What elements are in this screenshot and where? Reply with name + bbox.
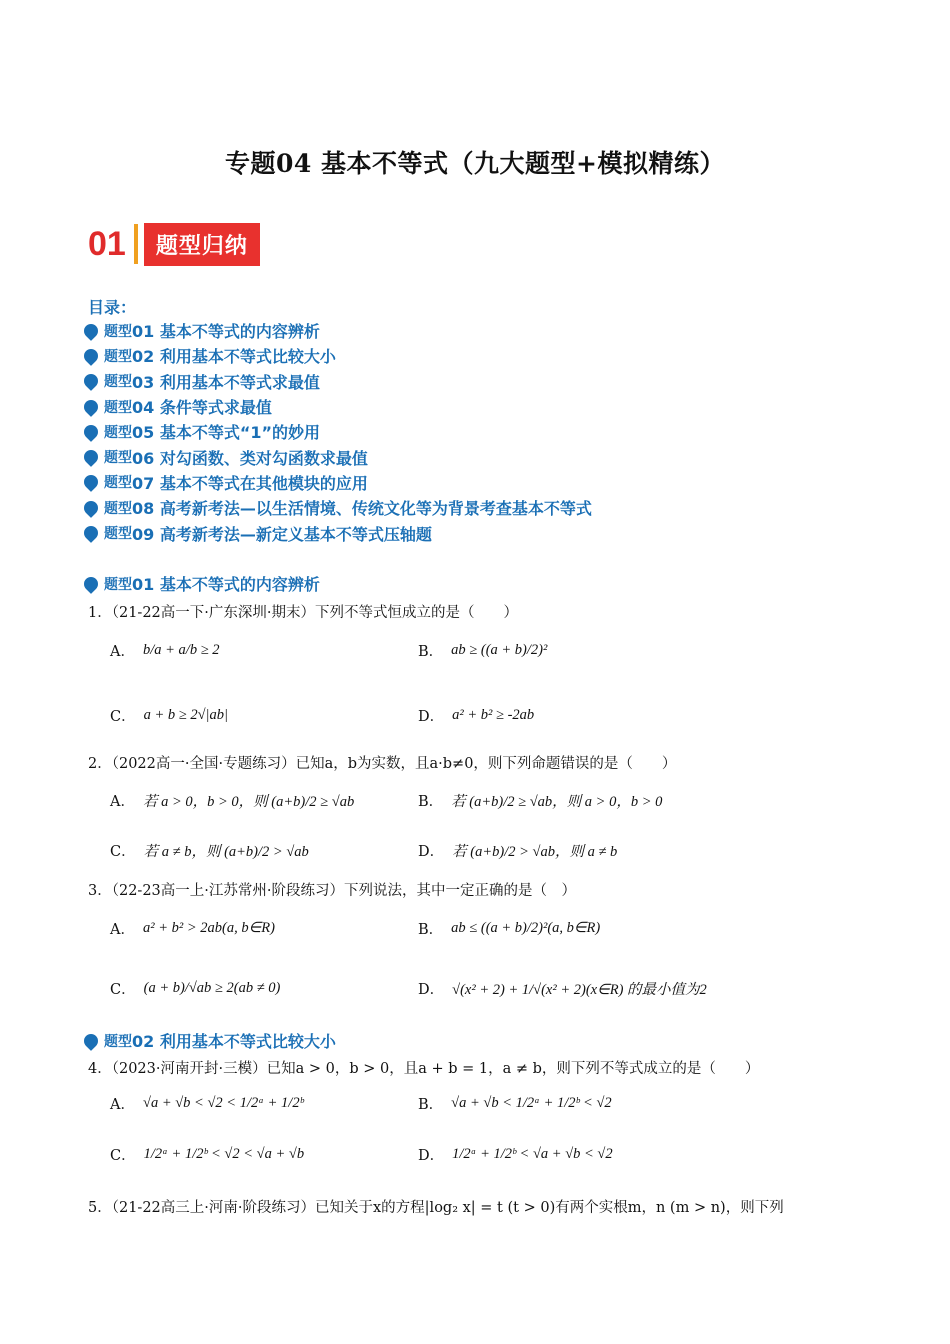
toc-tag: 题型 bbox=[104, 450, 132, 467]
toc-text: 05 基本不等式“1”的妙用 bbox=[132, 423, 321, 443]
option[interactable] bbox=[418, 640, 547, 661]
pin-icon bbox=[81, 371, 101, 391]
option-label: C． bbox=[110, 844, 136, 860]
question-stem: 5．（21-22高三上·河南·阶段练习）已知关于x的方程|log₂ x| = t (t > 0)有两个实根m，n (m > n)，则下列 bbox=[88, 1200, 784, 1216]
option-label: D． bbox=[418, 709, 445, 725]
toc-tag: 题型 bbox=[104, 475, 132, 492]
toc-item[interactable] bbox=[84, 470, 592, 495]
option-label: A． bbox=[110, 644, 135, 660]
question-stem: 3．（22-23高一上·江苏常州·阶段练习）下列说法，其中一定正确的是（ ） bbox=[88, 883, 576, 899]
toc-text: 03 利用基本不等式求最值 bbox=[132, 372, 320, 392]
pin-icon bbox=[81, 574, 101, 594]
pin-icon bbox=[81, 498, 101, 518]
option-expr: 若 (a+b)/2 ≥ √ab，则 a > 0，b > 0 bbox=[451, 794, 663, 810]
option-expr: 若 (a+b)/2 > √ab，则 a ≠ b bbox=[452, 844, 618, 860]
option-label: C． bbox=[110, 709, 136, 725]
option-label: D． bbox=[418, 1148, 445, 1164]
toc-tag: 题型 bbox=[104, 323, 132, 340]
toc-tag: 题型 bbox=[104, 500, 132, 517]
option-label: C． bbox=[110, 1148, 136, 1164]
toc-heading: 目录： bbox=[88, 298, 137, 317]
banner-number: 01 bbox=[88, 224, 126, 263]
section-text: 02 利用基本不等式比较大小 bbox=[132, 1032, 336, 1052]
option[interactable] bbox=[110, 840, 309, 861]
page-title: 专题04 基本不等式（九大题型+模拟精练） bbox=[225, 149, 725, 178]
toc-text: 06 对勾函数、类对勾函数求最值 bbox=[132, 448, 368, 468]
option[interactable] bbox=[110, 705, 228, 726]
toc-text: 08 高考新考法—以生活情境、传统文化等为背景考查基本不等式 bbox=[132, 499, 592, 519]
banner-divider bbox=[134, 224, 138, 264]
option-label: B． bbox=[418, 1097, 444, 1113]
option-expr: 1/2ᵃ + 1/2ᵇ < √2 < √a + √b bbox=[143, 1146, 305, 1162]
option[interactable] bbox=[418, 978, 707, 999]
toc-item[interactable] bbox=[84, 369, 592, 394]
pin-icon bbox=[81, 473, 101, 493]
option-label: A． bbox=[110, 794, 135, 810]
option[interactable] bbox=[418, 1144, 613, 1165]
option[interactable] bbox=[418, 840, 617, 861]
toc-item[interactable] bbox=[84, 419, 592, 444]
toc-item[interactable] bbox=[84, 318, 592, 343]
option-label: B． bbox=[418, 644, 444, 660]
option-expr: 若 a ≠ b，则 (a+b)/2 > √ab bbox=[143, 844, 309, 860]
option-expr: b/a + a/b ≥ 2 bbox=[142, 642, 220, 658]
table-of-contents bbox=[84, 318, 592, 546]
toc-tag: 题型 bbox=[104, 424, 132, 441]
option-label: D． bbox=[418, 982, 445, 998]
toc-item[interactable] bbox=[84, 394, 592, 419]
option-expr: ab ≤ ((a + b)/2)²(a, b∈R) bbox=[451, 920, 601, 936]
option-expr: ab ≥ ((a + b)/2)² bbox=[451, 642, 548, 658]
toc-text: 04 条件等式求最值 bbox=[132, 398, 272, 418]
option[interactable] bbox=[418, 918, 600, 939]
section-text: 01 基本不等式的内容辨析 bbox=[132, 575, 320, 595]
pin-icon bbox=[81, 346, 101, 366]
toc-tag: 题型 bbox=[104, 348, 132, 365]
pin-icon bbox=[81, 447, 101, 467]
question-stem: 1．（21-22高一下·广东深圳·期末）下列不等式恒成立的是（ ） bbox=[88, 605, 518, 621]
section-tag: 题型 bbox=[104, 1033, 132, 1050]
section-heading bbox=[84, 571, 320, 596]
toc-text: 01 基本不等式的内容辨析 bbox=[132, 322, 320, 342]
option-expr: √a + √b < √2 < 1/2ᵃ + 1/2ᵇ bbox=[142, 1095, 304, 1111]
option[interactable] bbox=[418, 790, 662, 811]
option[interactable] bbox=[110, 1093, 303, 1114]
toc-tag: 题型 bbox=[104, 374, 132, 391]
pin-icon bbox=[81, 523, 101, 543]
pin-icon bbox=[81, 1031, 101, 1051]
option-expr: a² + b² ≥ -2ab bbox=[452, 707, 535, 723]
section-tag: 题型 bbox=[104, 576, 132, 593]
option[interactable] bbox=[110, 640, 220, 661]
option[interactable] bbox=[418, 1093, 612, 1114]
pin-icon bbox=[81, 321, 101, 341]
toc-tag: 题型 bbox=[104, 399, 132, 416]
toc-text: 02 利用基本不等式比较大小 bbox=[132, 347, 336, 367]
option-label: C． bbox=[110, 982, 136, 998]
toc-item[interactable] bbox=[84, 495, 592, 520]
question-stem: 2．（2022高一·全国·专题练习）已知a，b为实数，且a·b≠0，则下列命题错误的是（ ） bbox=[88, 756, 677, 772]
option-label: B． bbox=[418, 922, 444, 938]
option[interactable] bbox=[418, 705, 534, 726]
option-expr: √(x² + 2) + 1/√(x² + 2)(x∈R) 的最小值为2 bbox=[452, 982, 707, 998]
option[interactable] bbox=[110, 918, 275, 939]
option-expr: a² + b² > 2ab(a, b∈R) bbox=[142, 920, 275, 936]
option-expr: 若 a > 0，b > 0，则 (a+b)/2 ≥ √ab bbox=[142, 794, 355, 810]
option[interactable] bbox=[110, 978, 280, 999]
toc-text: 09 高考新考法—新定义基本不等式压轴题 bbox=[132, 524, 432, 544]
question-stem: 4．（2023·河南开封·三模）已知a > 0，b > 0，且a + b = 1，a ≠ b，则下列不等式成立的是（ ） bbox=[88, 1061, 760, 1077]
toc-item[interactable] bbox=[84, 520, 592, 545]
option-label: B． bbox=[418, 794, 444, 810]
toc-item[interactable] bbox=[84, 343, 592, 368]
option-expr: a + b ≥ 2√|ab| bbox=[143, 707, 229, 723]
section-banner bbox=[88, 222, 260, 266]
toc-text: 07 基本不等式在其他模块的应用 bbox=[132, 473, 368, 493]
option-expr: (a + b)/√ab ≥ 2(ab ≠ 0) bbox=[143, 980, 281, 996]
option-expr: √a + √b < 1/2ᵃ + 1/2ᵇ < √2 bbox=[451, 1095, 612, 1111]
toc-item[interactable] bbox=[84, 444, 592, 469]
option-label: A． bbox=[110, 1097, 135, 1113]
option-label: A． bbox=[110, 922, 135, 938]
toc-tag: 题型 bbox=[104, 526, 132, 543]
banner-label: 题型归纳 bbox=[144, 223, 260, 266]
section-heading bbox=[84, 1028, 336, 1053]
pin-icon bbox=[81, 422, 101, 442]
option-label: D． bbox=[418, 844, 445, 860]
option[interactable] bbox=[110, 1144, 304, 1165]
pin-icon bbox=[81, 397, 101, 417]
option[interactable] bbox=[110, 790, 354, 811]
option-expr: 1/2ᵃ + 1/2ᵇ < √a + √b < √2 bbox=[452, 1146, 613, 1162]
